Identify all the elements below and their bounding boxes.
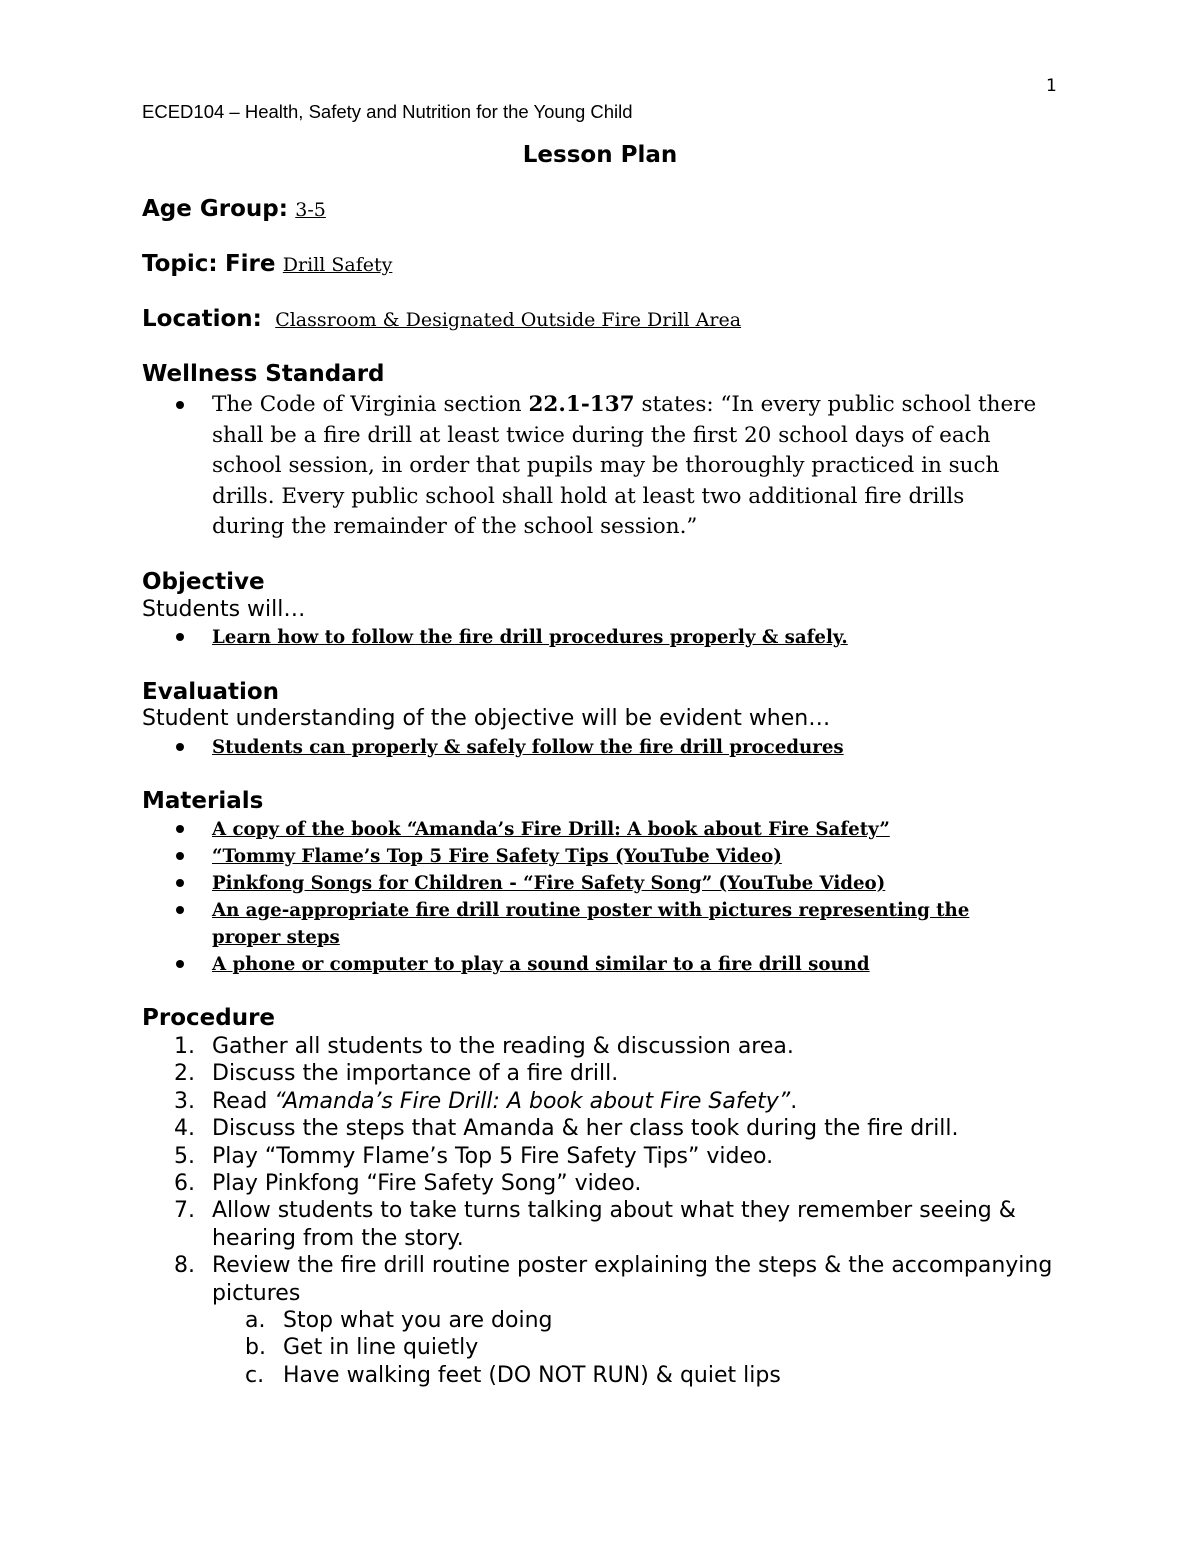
- objective-intro: Students will…: [142, 597, 306, 622]
- wellness-standard-text: [142, 390, 1042, 543]
- procedure-step: [142, 1252, 1082, 1389]
- procedure-step: [142, 1033, 1082, 1060]
- materials-list: [142, 816, 1042, 978]
- procedure-step: [142, 1197, 1082, 1252]
- substep-text: Have walking feet (DO NOT RUN) & quiet lips: [283, 1362, 781, 1388]
- step-number: 7.: [174, 1198, 195, 1224]
- procedure-step: [142, 1115, 1082, 1142]
- materials-item: A copy of the book “Amanda’s Fire Drill: A book about Fire Safety”: [142, 816, 1042, 843]
- procedure-heading: Procedure: [142, 1005, 276, 1031]
- step-text: Play Pinkfong “Fire Safety Song” video.: [212, 1171, 642, 1197]
- substep-letter: b.: [245, 1335, 266, 1361]
- objective-list: [142, 624, 1042, 651]
- step-number: 4.: [174, 1116, 195, 1142]
- evaluation-item: Students can properly & safely follow the fire drill procedures: [142, 734, 1042, 761]
- step-number: 3.: [174, 1088, 195, 1114]
- evaluation-intro: Student understanding of the objective will be evident when…: [142, 706, 831, 731]
- wellness-text-after: states: “In every public school there shall be a fire drill at least twice during the first 20 school days of each school session, in order that pupils may be thoroughly practiced in such drills. Every public school shall hold at least two additional fire drills during the remainder of the school session.”: [212, 392, 1037, 539]
- materials-item: A phone or computer to play a sound similar to a fire drill sound: [142, 951, 1042, 978]
- age-group-value: 3-5: [295, 199, 326, 221]
- step-number: 2.: [174, 1061, 195, 1087]
- procedure-list: [142, 1033, 1082, 1389]
- step-text-before: Read: [212, 1088, 275, 1114]
- wellness-heading: Wellness Standard: [142, 361, 385, 387]
- age-group-label: Age Group:: [142, 196, 288, 222]
- step-text: Review the fire drill routine poster explaining the steps & the accompanying pictures: [212, 1253, 1053, 1306]
- procedure-substep: [212, 1334, 1082, 1361]
- step-text-after: .: [790, 1088, 798, 1114]
- materials-item: “Tommy Flame’s Top 5 Fire Safety Tips (YouTube Video): [142, 843, 1042, 870]
- location-value: Classroom & Designated Outside Fire Drill Area: [275, 309, 742, 331]
- step-number: 8.: [174, 1253, 195, 1279]
- procedure-substep: [212, 1307, 1082, 1334]
- wellness-text-before: The Code of Virginia section: [212, 392, 529, 417]
- document-title: Lesson Plan: [522, 142, 678, 168]
- evaluation-heading: Evaluation: [142, 679, 280, 705]
- course-header: ECED104 – Health, Safety and Nutrition for the Young Child: [142, 101, 633, 122]
- wellness-list: [142, 390, 1042, 543]
- step-number: 5.: [174, 1143, 195, 1169]
- age-group-field: [142, 196, 326, 222]
- procedure-step: [142, 1088, 1082, 1115]
- page-number: 1: [1046, 76, 1057, 96]
- evaluation-list: [142, 734, 1042, 761]
- substep-text: Get in line quietly: [283, 1335, 479, 1361]
- step-book-title: “Amanda’s Fire Drill: A book about Fire Safety”: [274, 1088, 791, 1114]
- step-text: Allow students to take turns talking about what they remember seeing & hearing from the story.: [212, 1198, 1016, 1251]
- location-label: Location:: [142, 306, 262, 332]
- step-text: Discuss the importance of a fire drill.: [212, 1061, 619, 1087]
- materials-heading: Materials: [142, 788, 264, 814]
- materials-item: An age-appropriate fire drill routine poster with pictures representing the proper steps: [142, 897, 1042, 951]
- topic-field: [142, 251, 392, 277]
- topic-label: Topic:: [142, 251, 218, 277]
- step-text: Discuss the steps that Amanda & her class took during the fire drill.: [212, 1116, 959, 1142]
- objective-item: Learn how to follow the fire drill procedures properly & safely.: [142, 624, 1042, 651]
- step-number: 1.: [174, 1034, 195, 1059]
- step-text: Play “Tommy Flame’s Top 5 Fire Safety Tips” video.: [212, 1143, 774, 1169]
- location-field: [142, 306, 741, 332]
- materials-item: Pinkfong Songs for Children - “Fire Safety Song” (YouTube Video): [142, 870, 1042, 897]
- substep-letter: c.: [245, 1362, 265, 1388]
- substep-letter: a.: [245, 1308, 266, 1334]
- topic-value: Drill Safety: [282, 254, 393, 276]
- procedure-substeps: [212, 1307, 1082, 1389]
- wellness-section-number: 22.1-137: [528, 392, 635, 417]
- procedure-substep: [212, 1362, 1082, 1389]
- step-number: 6.: [174, 1171, 195, 1197]
- substep-text: Stop what you are doing: [283, 1308, 553, 1334]
- procedure-step: [142, 1170, 1082, 1197]
- topic-label-extra: Fire: [224, 251, 276, 277]
- objective-heading: Objective: [142, 569, 265, 595]
- procedure-step: [142, 1143, 1082, 1170]
- procedure-step: [142, 1060, 1082, 1087]
- step-text: Gather all students to the reading & discussion area.: [212, 1034, 794, 1059]
